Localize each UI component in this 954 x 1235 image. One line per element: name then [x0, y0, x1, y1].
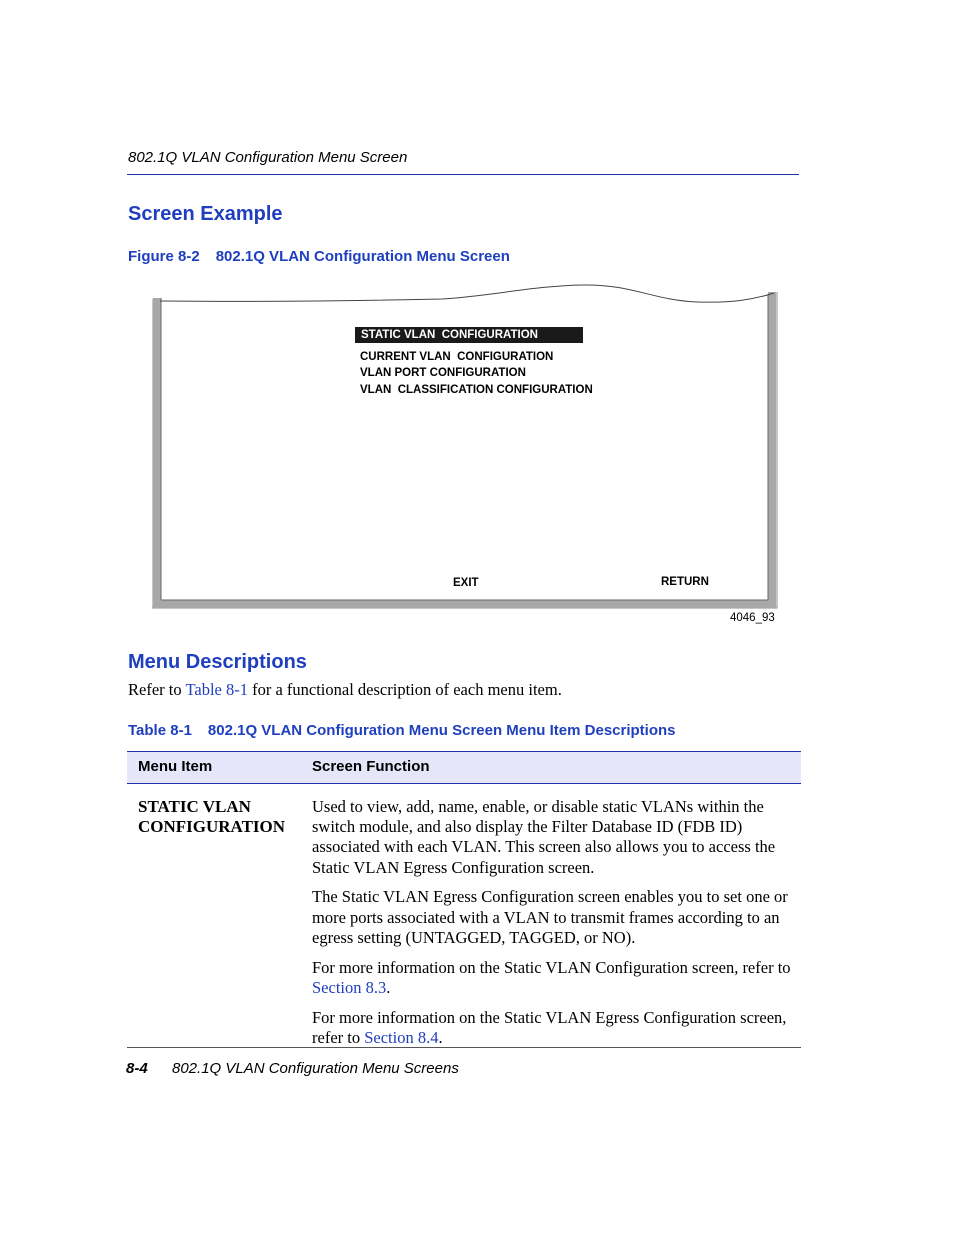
menu-item-cell — [138, 797, 285, 837]
figure-id: 4046_93 — [730, 612, 775, 624]
page-number: 8-4 — [126, 1060, 148, 1077]
table-header-row — [127, 751, 801, 784]
function-paragraph-2: The Static VLAN Egress Configuration screen enables you to set one or more ports associated with a VLAN to transmit frames according to an egress setting (UNTAGGED, TAGGED, or NO). — [312, 887, 788, 947]
menu-item-vlan-classification-configuration[interactable]: VLAN CLASSIFICATION CONFIGURATION — [360, 384, 593, 396]
screen-function-cell — [312, 797, 792, 1058]
function-paragraph-3 — [312, 958, 792, 998]
intro-text-after: for a functional description of each menu item. — [247, 680, 562, 699]
terminal-screen-figure — [152, 284, 778, 610]
function-paragraph-4 — [312, 1008, 792, 1048]
menu-item-static-vlan-configuration[interactable]: STATIC VLAN CONFIGURATION — [355, 327, 583, 343]
exit-command[interactable]: EXIT — [453, 577, 479, 589]
menu-item-table — [127, 751, 801, 1048]
section-8-3-link[interactable]: Section 8.3 — [312, 977, 387, 997]
screen-example-heading: Screen Example — [128, 203, 283, 225]
p3-period: . — [386, 977, 391, 997]
table-link[interactable]: Table 8-1 — [185, 680, 248, 699]
menu-item-name-line1: STATIC VLAN — [138, 797, 251, 816]
header-rule — [127, 174, 799, 175]
p4-period: . — [438, 1027, 443, 1047]
menu-item-vlan-port-configuration[interactable]: VLAN PORT CONFIGURATION — [360, 367, 526, 379]
function-paragraph-1: Used to view, add, name, enable, or disable static VLANs within the switch module, and also display the Filter Database ID (FDB ID) associated with each VLAN. This screen also allows you to access the Static VLAN Egress Configuration screen. — [312, 797, 776, 877]
menu-item-current-vlan-configuration[interactable]: CURRENT VLAN CONFIGURATION — [360, 351, 554, 363]
table-caption — [128, 722, 676, 739]
p3-text: For more information on the Static VLAN Configuration screen, refer to — [312, 957, 791, 977]
p4-text: For more information on the Static VLAN Egress Configuration screen, refer to — [312, 1007, 787, 1047]
table-row — [127, 784, 801, 1048]
figure-caption — [128, 248, 510, 265]
intro-text-before: Refer to — [128, 680, 186, 699]
figure-label: Figure 8-2 — [128, 248, 200, 265]
footer-chapter-title: 802.1Q VLAN Configuration Menu Screens — [172, 1060, 459, 1077]
column-header-menu-item: Menu Item — [138, 758, 213, 775]
table-label: Table 8-1 — [128, 722, 192, 739]
return-command[interactable]: RETURN — [661, 576, 709, 588]
menu-item-name-line2: CONFIGURATION — [138, 817, 286, 836]
section-8-4-link[interactable]: Section 8.4 — [364, 1027, 439, 1047]
column-header-screen-function: Screen Function — [312, 758, 430, 775]
menu-descriptions-heading: Menu Descriptions — [128, 651, 307, 673]
table-title: 802.1Q VLAN Configuration Menu Screen Menu Item Descriptions — [207, 722, 676, 739]
menu-descriptions-intro — [128, 680, 562, 700]
running-head: 802.1Q VLAN Configuration Menu Screen — [128, 149, 408, 166]
figure-title: 802.1Q VLAN Configuration Menu Screen — [215, 248, 510, 265]
